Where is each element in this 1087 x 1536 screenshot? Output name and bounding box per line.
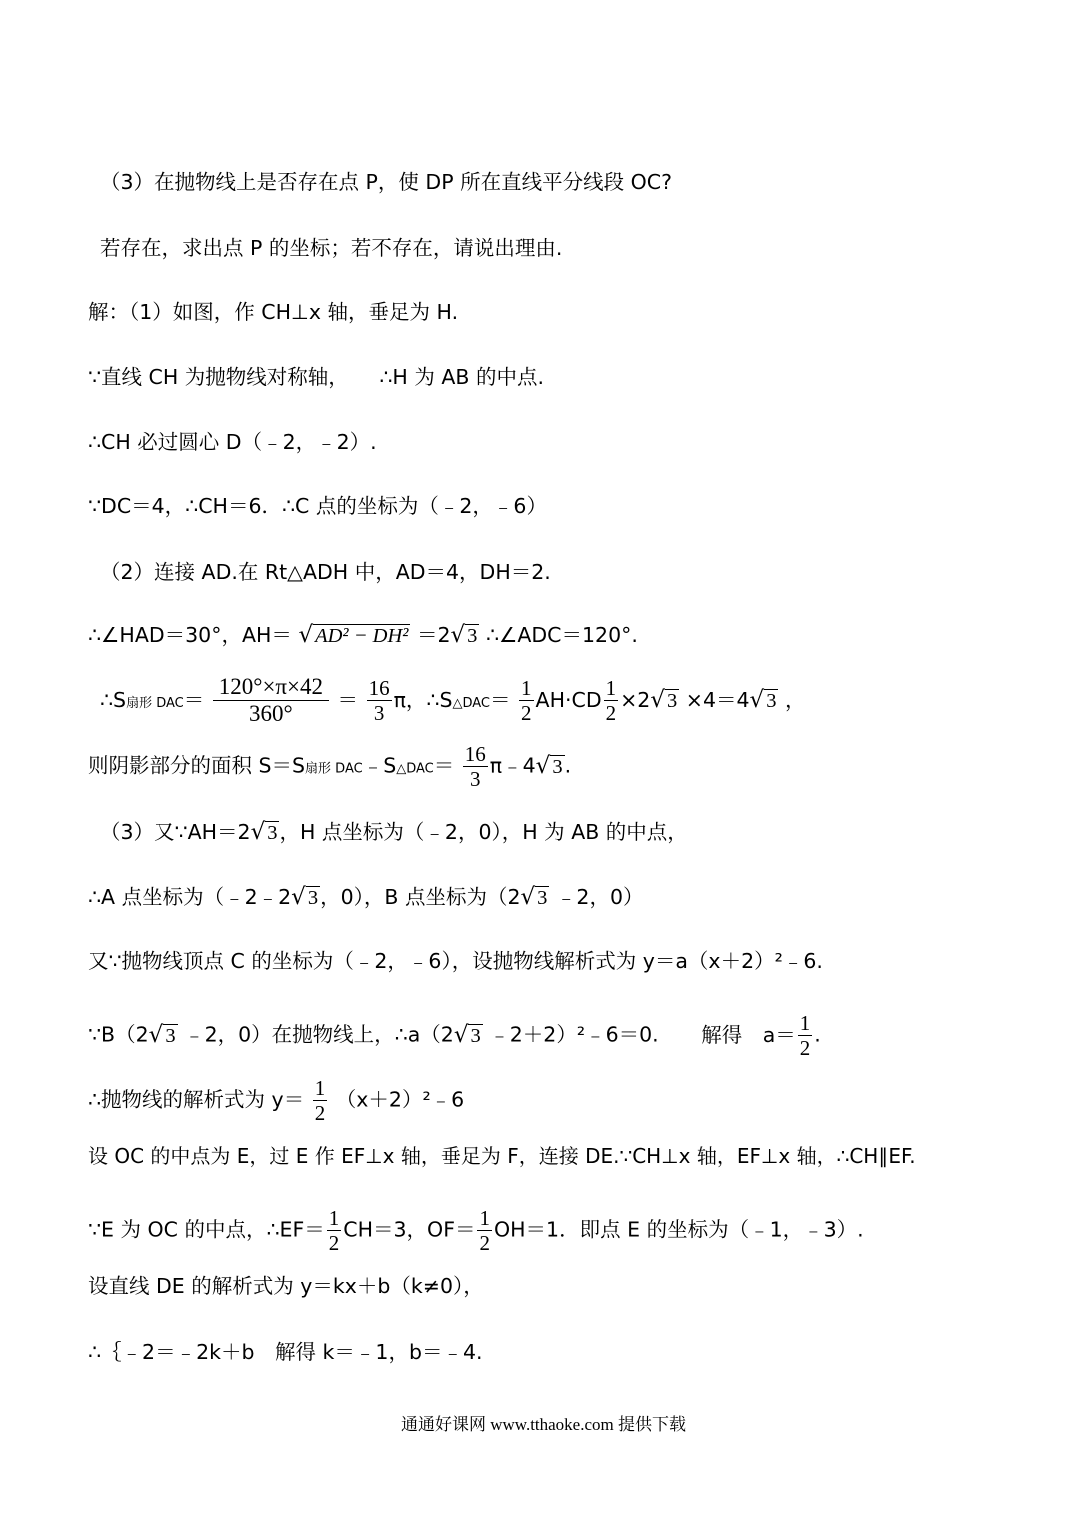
solution-line-angle-had: [88, 624, 638, 647]
sqrt-3: √3: [148, 1021, 176, 1048]
reasoning-text: ×2: [620, 687, 651, 712]
reasoning-text: ＝2: [416, 623, 451, 647]
reasoning-text: OH＝1．即点 E 的坐标为（﹣1，﹣3）.: [493, 1217, 864, 1242]
solution-line-midpoint-e: 设 OC 的中点为 E，过 E 作 EF⊥x 轴，垂足为 F，连接 DE.∵CH⊥x 轴，EF⊥x 轴，∴CH∥EF.: [88, 1144, 916, 1168]
reasoning-text: ×4＝4: [685, 687, 750, 712]
reasoning-text: 则阴影部分的面积 S＝S: [88, 753, 306, 778]
solution-line-points-a-b: [88, 886, 644, 909]
reasoning-text: ﹣2，0）在抛物线上，∴a（2: [184, 1022, 454, 1047]
sqrt-3: √3: [453, 1021, 481, 1048]
sqrt-3: √3: [520, 884, 548, 910]
reasoning-text: ∴S: [100, 687, 127, 712]
solution-line-solve-k-b: ∴｛﹣2＝﹣2k＋b 解得 k＝﹣1，b＝﹣4.: [88, 1340, 483, 1364]
reasoning-text: 解得: [701, 1022, 743, 1047]
sqrt-3: √3: [650, 686, 678, 713]
subscript: △DAC: [396, 761, 434, 777]
solution-line-parabola-equation: [88, 1076, 464, 1125]
reasoning-text: ∴A 点坐标为（﹣2﹣2: [88, 885, 292, 909]
fraction-half: $\frac{1}{2}$: [479, 1206, 490, 1256]
reasoning-text: π﹣4: [489, 753, 536, 778]
footer-source: 通通好课网 www.tthaoke.com 提供下载: [400, 1415, 687, 1434]
solution-line-areas: [100, 674, 805, 728]
reasoning-text: CH＝3，OF＝: [343, 1217, 476, 1242]
fraction-16-3: $\frac{16}{3}$: [464, 742, 486, 792]
reasoning-text: ，: [784, 687, 806, 712]
fraction-half: $\frac{1}{2}$: [521, 676, 532, 726]
solution-line-center-d: ∴CH 必过圆心 D（﹣2，﹣2）.: [88, 430, 377, 454]
reasoning-text: AH·CD: [535, 687, 602, 712]
solution-line-vertex-form: 又∵抛物线顶点 C 的坐标为（﹣2，﹣6），设抛物线解析式为 y＝a（x＋2）²﹣6.: [88, 949, 823, 973]
reasoning-text: .: [814, 1022, 821, 1047]
solution-line-point-e: [88, 1206, 864, 1255]
solution-line-point-c: ∵DC＝4，∴CH＝6．∴C 点的坐标为（﹣2，﹣6）: [88, 494, 547, 518]
sqrt-3: √3: [291, 884, 319, 910]
fraction-half: $\frac{1}{2}$: [328, 1206, 340, 1256]
sqrt-3: √3: [535, 752, 563, 779]
subscript: △DAC: [452, 695, 491, 711]
reasoning-text: ＝: [337, 687, 359, 712]
reasoning-text: π，∴S: [393, 687, 453, 712]
reasoning-text: ∴抛物线的解析式为 y＝: [88, 1087, 305, 1112]
reasoning-text: ∵E 为 OC 的中点，∴EF＝: [88, 1217, 325, 1242]
reasoning-text: ∵直线 CH 为抛物线对称轴，: [88, 365, 349, 389]
reasoning-text: ＝: [490, 687, 511, 712]
solution-line-shaded-area: [88, 742, 571, 791]
reasoning-text: ﹣S: [362, 753, 397, 778]
reasoning-text: ∴∠HAD＝30°，AH＝: [88, 623, 292, 647]
reasoning-text: ﹣2＋2）²﹣6＝0.: [489, 1022, 659, 1047]
solution-line-solve-a: [88, 1011, 821, 1060]
solution-line-symmetry-axis: [88, 367, 544, 388]
reasoning-text: ，H 点坐标为（﹣2，0），H 为 AB 的中点，: [279, 820, 688, 844]
reasoning-text: ∴H 为 AB 的中点.: [379, 365, 544, 389]
reasoning-text: ＝: [183, 687, 205, 712]
question-3-continuation: 若存在，求出点 P 的坐标；若不存在，请说出理由.: [100, 236, 563, 260]
reasoning-text: a＝: [762, 1022, 796, 1047]
reasoning-text: ＝: [433, 753, 455, 778]
reasoning-text: ∵B（2: [88, 1022, 149, 1047]
reasoning-text: .: [564, 753, 572, 778]
fraction-half: $\frac{1}{2}$: [799, 1011, 811, 1061]
fraction-half: $\frac{1}{2}$: [605, 676, 617, 726]
solution-part-3-intro: [100, 821, 688, 844]
fraction-half: $\frac{1}{2}$: [314, 1076, 326, 1126]
reasoning-text: ∴∠ADC＝120°.: [485, 623, 638, 647]
reasoning-text: （x＋2）²﹣6: [335, 1087, 465, 1112]
reasoning-text: （3）又∵AH＝2: [100, 820, 251, 844]
fraction-sector-area: $\frac{120^\circ\times\pi\times 42}{360^\circ}$: [213, 674, 329, 728]
reasoning-text: ，0），B 点坐标为（2: [320, 885, 521, 909]
reasoning-text: ﹣2，0）: [555, 885, 644, 909]
subscript: 扇形 DAC: [305, 761, 363, 777]
sqrt-expression: √AD² − DH²: [298, 622, 409, 648]
subscript: 扇形 DAC: [126, 695, 184, 711]
sqrt-3: √3: [250, 819, 278, 845]
solution-part-1-intro: 解：（1）如图，作 CH⊥x 轴，垂足为 H.: [88, 300, 459, 324]
sqrt-3: √3: [450, 622, 478, 648]
solution-line-de-equation: 设直线 DE 的解析式为 y＝kx＋b（k≠0），: [88, 1274, 484, 1298]
solution-part-2-intro: （2）连接 AD.在 Rt△ADH 中，AD＝4，DH＝2.: [100, 560, 551, 584]
fraction-16-3: $\frac{16}{3}$: [368, 676, 390, 726]
question-3-text: （3）在抛物线上是否存在点 P，使 DP 所在直线平分线段 OC?: [100, 170, 672, 194]
sqrt-3: √3: [749, 686, 777, 713]
